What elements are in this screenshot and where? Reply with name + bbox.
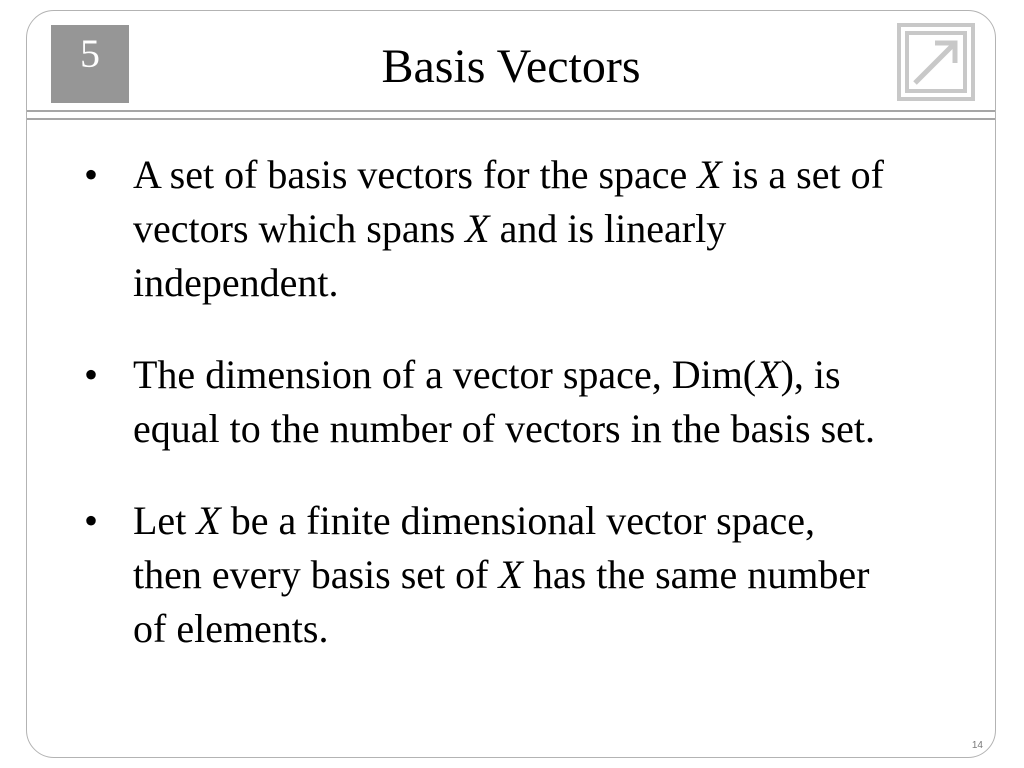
math-variable: X [498, 552, 523, 597]
math-variable: X [697, 152, 722, 197]
bullet-list [84, 148, 884, 694]
bullet-text: has the same number of elements. [133, 552, 870, 651]
header-divider [27, 110, 995, 120]
page-number: 14 [971, 740, 983, 751]
chapter-number: 5 [80, 31, 100, 76]
bullet-text: and is linearly independent. [133, 206, 727, 305]
bullet-text: ), is equal to the number of vectors in the basis set. [133, 352, 876, 451]
bullet-text: Let [133, 498, 197, 543]
bullet-item [84, 148, 884, 310]
math-variable: X [756, 352, 781, 397]
math-variable: X [196, 498, 221, 543]
bullet-item [84, 494, 884, 656]
bullet-text: The dimension of a vector space, Dim( [133, 352, 757, 397]
bullet-text: be a finite dimensional vector space, then every basis set of [133, 498, 815, 597]
diagonal-arrow-icon[interactable] [897, 23, 975, 101]
bullet-text: is a set of vectors which spans [133, 152, 884, 251]
slide-title: Basis Vectors [381, 40, 641, 93]
bullet-glyph: • [84, 498, 99, 543]
math-variable: X [465, 206, 490, 251]
bullet-item [84, 348, 884, 456]
bullet-glyph: • [84, 152, 99, 197]
bullet-glyph: • [84, 352, 99, 397]
bullet-text: A set of basis vectors for the space [133, 152, 698, 197]
